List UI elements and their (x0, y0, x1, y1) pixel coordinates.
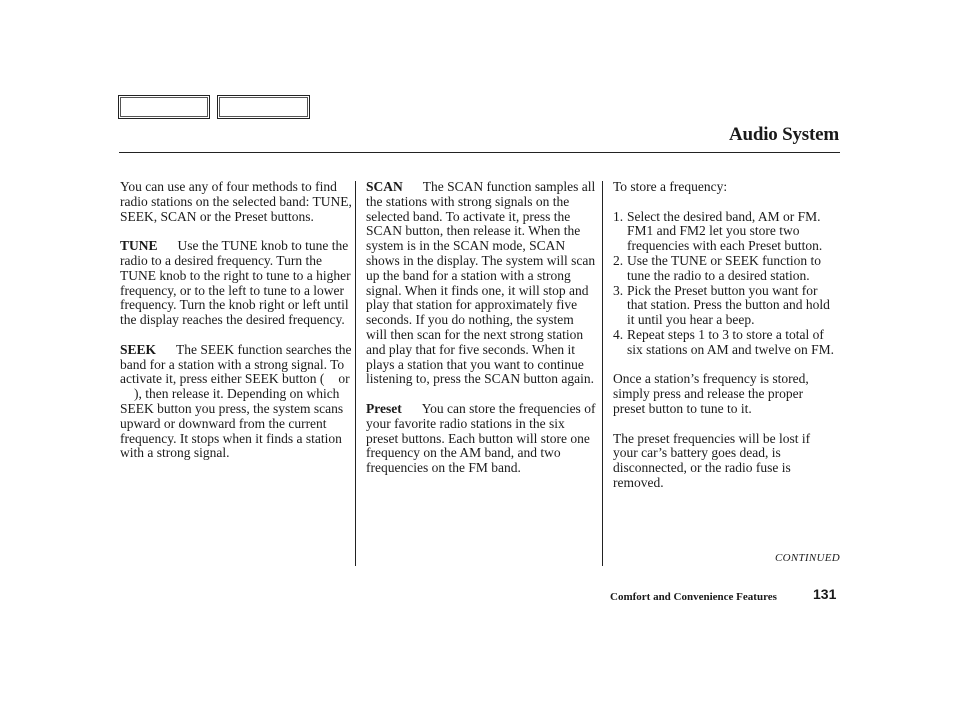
seek-paragraph (120, 343, 352, 461)
stored-paragraph: Once a station’s frequency is stored, simply press and release the proper preset button to tune to it. (613, 371, 809, 416)
scan-text: The SCAN function samples all the stations with strong signals on the selected band. To activate it, press the SCAN button, then release it. When the system is in the SCAN mode, SCAN shows in the display. The system will scan up the band for a station with a strong signal. When it finds one, it will stop and play that station for approximately five seconds. If you do nothing, the system will then scan for the next strong station and play that for five seconds. When it plays a station that you want to continue listening to, press the SCAN button again. (366, 179, 596, 387)
nav-tab-1[interactable] (118, 95, 210, 119)
continued-label: CONTINUED (774, 552, 840, 564)
column-divider-1 (355, 181, 356, 566)
column-2 (366, 180, 596, 491)
scan-label: SCAN (366, 179, 403, 194)
preset-label: Preset (366, 400, 402, 416)
list-item: 4. Repeat steps 1 to 3 to store a total of six stations on AM and twelve on FM. (613, 326, 835, 357)
footer-section-title: Comfort and Convenience Features (610, 591, 777, 603)
seek-text-1: The SEEK function searches the band for a station with a strong signal. To activate it, press either SEEK button ( (120, 341, 352, 387)
nav-tab-2[interactable] (217, 95, 310, 119)
header-divider (119, 152, 840, 153)
list-item: 1. Select the desired band, AM or FM. FM1 and FM2 let you store two frequencies with each Preset button. (613, 208, 823, 254)
column-3 (613, 180, 838, 506)
list-item: 3. Pick the Preset button you want for that station. Press the button and hold it until you hear a beep. (613, 282, 830, 328)
list-item: 2. Use the TUNE or SEEK function to tune the radio to a desired station. (613, 252, 821, 283)
store-intro: To store a frequency: (613, 179, 728, 194)
intro-paragraph: You can use any of four methods to find radio stations on the selected band: TUNE, SEEK, SCAN or the Preset buttons. (120, 179, 352, 224)
seek-label: SEEK (120, 341, 157, 357)
seek-text-2: ), then release it. Depending on which SEEK button you press, the system scans upward or downward from the current frequency. It stops when it finds a station with a strong signal. (120, 386, 344, 461)
scan-paragraph (366, 180, 596, 387)
tune-paragraph (120, 239, 352, 328)
preset-paragraph (366, 402, 596, 476)
column-divider-2 (602, 181, 603, 566)
preset-text: You can store the frequencies of your favorite radio stations in the six preset buttons. Each button will store one frequency on the AM band, and two frequencies on the FM band. (366, 400, 596, 476)
column-1 (120, 180, 352, 476)
page-title: Audio System (728, 124, 839, 145)
tune-label: TUNE (120, 238, 158, 254)
lost-paragraph: The preset frequencies will be lost if your car’s battery goes dead, is disconnected, or the radio fuse is removed. (613, 430, 811, 490)
tune-text: Use the TUNE knob to tune the radio to a desired frequency. Turn the TUNE knob to the right to tune to a higher frequency, or to the left to tune to a lower frequency. Turn the knob right or left until the display reaches the desired frequency. (120, 238, 351, 328)
seek-text-or: or (338, 371, 350, 387)
page-number: 131 (813, 586, 837, 602)
store-steps-list (613, 210, 838, 358)
